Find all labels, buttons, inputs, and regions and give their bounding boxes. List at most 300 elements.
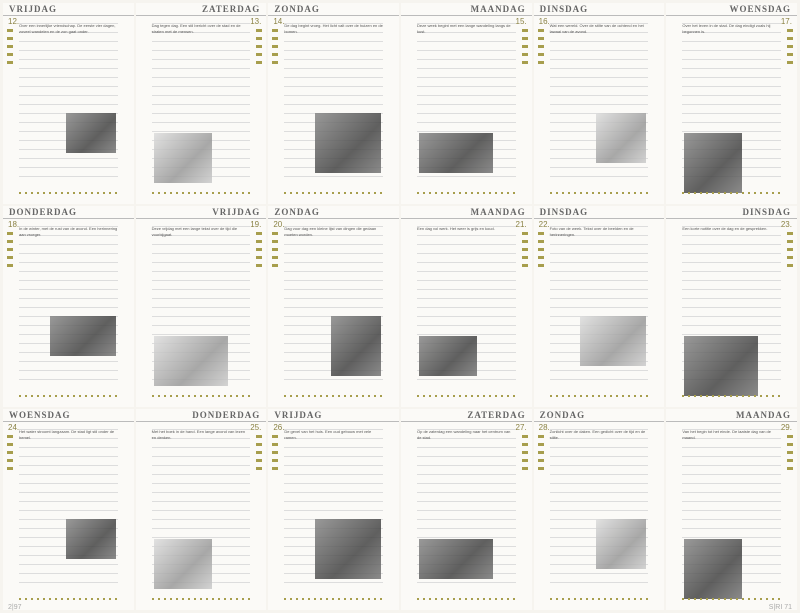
ruled-line (550, 573, 649, 574)
ruled-line (284, 50, 383, 51)
diary-text: Deze week begint met een lange wandeling langs de kust. (417, 23, 511, 34)
margin-marker (256, 232, 262, 272)
ruled-line (19, 253, 118, 254)
ruled-line (682, 271, 781, 272)
ruled-line (682, 537, 781, 538)
ruled-line (550, 289, 649, 290)
ruled-line (284, 95, 383, 96)
ruled-line (284, 280, 383, 281)
ruled-line (417, 474, 516, 475)
ruled-line (19, 447, 118, 448)
photo (596, 519, 646, 569)
ruled-line (152, 41, 251, 42)
ruled-line (152, 253, 251, 254)
ruled-line (417, 528, 516, 529)
diary-page (136, 409, 267, 610)
ruled-line (682, 456, 781, 457)
ruled-line (417, 131, 516, 132)
diary-text: Zonlicht over de daken. Een gedicht over de tijd en de stilte. (549, 429, 646, 440)
ruled-line (284, 483, 383, 484)
diary-page (666, 3, 797, 204)
margin-marker (7, 232, 13, 272)
ruled-line (550, 176, 649, 177)
diary-page (666, 409, 797, 610)
day-label: WOENSDAG (729, 4, 791, 14)
ruled-line (19, 456, 118, 457)
ruled-line (284, 379, 383, 380)
ruled-line (682, 501, 781, 502)
margin-marker (538, 29, 544, 69)
ruled-line (152, 492, 251, 493)
ruled-line (152, 519, 251, 520)
ruled-line (682, 325, 781, 326)
day-number: 27. (515, 423, 527, 432)
ruled-line (417, 113, 516, 114)
day-number: 22. (538, 220, 550, 229)
diary-text: Dag voor dag een kleine lijst van dingen die gedaan moeten worden. (284, 226, 377, 237)
ruled-line (284, 262, 383, 263)
diary-page (3, 206, 134, 407)
ruled-line (152, 122, 251, 123)
diary-page (3, 409, 134, 610)
ruled-line (284, 59, 383, 60)
ruled-line (682, 68, 781, 69)
ruled-line (550, 68, 649, 69)
photo (50, 316, 116, 356)
day-number: 23. (780, 220, 792, 229)
ruled-line (19, 86, 118, 87)
ruled-line (550, 456, 649, 457)
ruled-line (284, 41, 383, 42)
day-label: VRIJDAG (274, 410, 323, 420)
ruled-line (550, 95, 649, 96)
ruled-line (284, 474, 383, 475)
day-label: DONDERDAG (192, 410, 261, 420)
ruled-line (417, 501, 516, 502)
ruled-line (152, 537, 251, 538)
ruled-line (682, 465, 781, 466)
ruled-line (417, 244, 516, 245)
ruled-line (152, 59, 251, 60)
day-label: ZONDAG (539, 410, 586, 420)
margin-marker (787, 435, 793, 475)
dotted-divider (550, 192, 649, 194)
diary-text: De dag begint vroeg. Het licht valt over de huizen en de bomen. (284, 23, 383, 34)
ruled-line (682, 483, 781, 484)
diary-page (3, 3, 134, 204)
ruled-line (152, 262, 251, 263)
dotted-divider (19, 192, 118, 194)
dotted-divider (550, 598, 649, 600)
ruled-line (682, 307, 781, 308)
diary-text: Een korte notitie over de dag en de gesprekken. (682, 226, 768, 231)
ruled-line (417, 316, 516, 317)
diary-page (534, 3, 665, 204)
ruled-line (19, 298, 118, 299)
ruled-line (152, 131, 251, 132)
diary-text: Deze vrijdag met een lange tekst over de tijd die voorbijgaat. (151, 226, 238, 237)
ruled-line (152, 244, 251, 245)
day-label: ZATERDAG (201, 4, 261, 14)
ruled-line (550, 492, 649, 493)
ruled-line (550, 167, 649, 168)
dotted-divider (284, 192, 383, 194)
dotted-divider (284, 395, 383, 397)
ruled-line (417, 253, 516, 254)
ruled-line (550, 501, 649, 502)
ruled-line (417, 483, 516, 484)
dotted-divider (682, 598, 781, 600)
margin-marker (256, 29, 262, 69)
ruled-line (152, 325, 251, 326)
day-number: 26. (273, 423, 285, 432)
ruled-line (682, 447, 781, 448)
day-number: 12. (8, 17, 20, 26)
day-number: 19. (250, 220, 262, 229)
ruled-line (417, 280, 516, 281)
diary-text: Over het leven in de stad. De dag eindigt zoals hij begonnen is. (682, 23, 771, 34)
ruled-line (682, 59, 781, 60)
photo (596, 113, 646, 163)
dotted-divider (417, 598, 516, 600)
ruled-line (284, 501, 383, 502)
ruled-line (152, 307, 251, 308)
ruled-line (550, 271, 649, 272)
ruled-line (682, 253, 781, 254)
diary-text: Op de zaterdag een wandeling naar het centrum van de stad. (417, 429, 511, 440)
photo (315, 113, 381, 173)
day-number: 25. (250, 423, 262, 432)
dotted-divider (550, 395, 649, 397)
day-number: 21. (515, 220, 527, 229)
ruled-line (284, 271, 383, 272)
ruled-line (284, 244, 383, 245)
diary-text: Het water stroomt langzaam. De stad ligt stil onder de hemel. (19, 429, 115, 440)
day-number: 29. (780, 423, 792, 432)
day-label: ZONDAG (274, 207, 320, 217)
photo (580, 316, 646, 366)
ruled-line (19, 307, 118, 308)
ruled-line (682, 334, 781, 335)
day-label: ZONDAG (274, 4, 320, 14)
ruled-line (152, 474, 251, 475)
ruled-line (152, 50, 251, 51)
ruled-line (152, 501, 251, 502)
ruled-line (284, 298, 383, 299)
diary-text: Wat een wereld. Over de stilte van de ochtend en het lawaai van de avond. (549, 23, 644, 34)
day-label: DINSDAG (539, 207, 589, 217)
day-label: MAANDAG (470, 207, 526, 217)
ruled-line (682, 131, 781, 132)
dotted-divider (417, 395, 516, 397)
ruled-line (417, 122, 516, 123)
page-number-right: S|RI 71 (768, 604, 792, 611)
day-number: 24. (8, 423, 20, 432)
ruled-line (19, 370, 118, 371)
diary-page (401, 206, 532, 407)
photo (684, 336, 758, 396)
ruled-line (417, 95, 516, 96)
ruled-line (284, 68, 383, 69)
photo (331, 316, 381, 376)
ruled-line (417, 50, 516, 51)
diary-page (666, 206, 797, 407)
ruled-line (152, 334, 251, 335)
diary-page (534, 409, 665, 610)
ruled-line (550, 370, 649, 371)
diary-page (268, 206, 399, 407)
ruled-line (19, 582, 118, 583)
ruled-line (284, 492, 383, 493)
ruled-line (682, 510, 781, 511)
ruled-line (152, 113, 251, 114)
ruled-line (417, 271, 516, 272)
ruled-line (284, 77, 383, 78)
diary-text: Foto van de week. Tekst over de beelden en de herinneringen. (549, 226, 634, 237)
diary-text: Over een innerlijke vriendschap. De eerste vier dagen, zoveel wandelen en de zon gaat onder. (19, 23, 116, 34)
ruled-line (550, 298, 649, 299)
ruled-line (682, 41, 781, 42)
ruled-line (417, 334, 516, 335)
ruled-line (152, 456, 251, 457)
page-number-left: 2|97 (8, 604, 22, 611)
ruled-line (550, 104, 649, 105)
diary-page (534, 206, 665, 407)
ruled-line (550, 59, 649, 60)
ruled-line (19, 271, 118, 272)
ruled-line (550, 483, 649, 484)
ruled-line (152, 483, 251, 484)
ruled-line (417, 68, 516, 69)
ruled-line (19, 573, 118, 574)
ruled-line (19, 176, 118, 177)
day-label: WOENSDAG (9, 410, 71, 420)
diary-text: Dag tegen dag. Een stil bericht over de stad en de straten met de mensen. (151, 23, 241, 34)
ruled-line (417, 510, 516, 511)
ruled-line (550, 41, 649, 42)
ruled-line (19, 59, 118, 60)
ruled-line (284, 289, 383, 290)
ruled-line (417, 86, 516, 87)
ruled-line (550, 244, 649, 245)
ruled-line (682, 316, 781, 317)
ruled-line (19, 361, 118, 362)
day-number: 13. (250, 17, 262, 26)
day-number: 18. (8, 220, 20, 229)
margin-marker (272, 29, 278, 69)
day-number: 14. (273, 17, 285, 26)
ruled-line (682, 519, 781, 520)
ruled-line (682, 104, 781, 105)
dotted-divider (284, 598, 383, 600)
ruled-line (417, 582, 516, 583)
day-label: DONDERDAG (9, 207, 78, 217)
day-label: VRIJDAG (212, 207, 261, 217)
ruled-line (284, 447, 383, 448)
ruled-line (417, 492, 516, 493)
ruled-line (152, 86, 251, 87)
diary-page (401, 409, 532, 610)
ruled-line (682, 492, 781, 493)
ruled-line (682, 77, 781, 78)
ruled-line (550, 510, 649, 511)
ruled-line (550, 280, 649, 281)
margin-marker (538, 435, 544, 475)
ruled-line (19, 104, 118, 105)
ruled-line (19, 77, 118, 78)
ruled-line (682, 298, 781, 299)
ruled-line (152, 510, 251, 511)
ruled-line (152, 95, 251, 96)
diary-page (268, 409, 399, 610)
ruled-line (152, 271, 251, 272)
ruled-line (417, 447, 516, 448)
ruled-line (152, 77, 251, 78)
diary-text: Van het begin tot het einde. De laatste dag van de maand. (682, 429, 771, 440)
dotted-divider (152, 598, 251, 600)
day-number: 16. (538, 17, 550, 26)
photo (154, 336, 228, 386)
ruled-line (19, 501, 118, 502)
ruled-line (682, 50, 781, 51)
dotted-divider (152, 395, 251, 397)
ruled-line (682, 474, 781, 475)
ruled-line (284, 456, 383, 457)
ruled-line (284, 510, 383, 511)
ruled-line (152, 104, 251, 105)
ruled-line (19, 280, 118, 281)
day-label: MAANDAG (470, 4, 526, 14)
ruled-line (19, 474, 118, 475)
dotted-divider (682, 395, 781, 397)
ruled-line (152, 68, 251, 69)
ruled-line (152, 280, 251, 281)
margin-marker (522, 29, 528, 69)
ruled-line (284, 582, 383, 583)
ruled-line (417, 465, 516, 466)
ruled-line (152, 316, 251, 317)
day-label: MAANDAG (735, 410, 791, 420)
photo (66, 519, 116, 559)
ruled-line (417, 289, 516, 290)
diary-page (136, 3, 267, 204)
ruled-line (19, 68, 118, 69)
ruled-line (417, 262, 516, 263)
photo (66, 113, 116, 153)
ruled-line (417, 41, 516, 42)
ruled-line (19, 510, 118, 511)
day-number: 20. (273, 220, 285, 229)
ruled-line (19, 492, 118, 493)
margin-marker (7, 29, 13, 69)
diary-page (401, 3, 532, 204)
ruled-line (417, 104, 516, 105)
margin-marker (787, 232, 793, 272)
ruled-line (682, 113, 781, 114)
ruled-line (550, 50, 649, 51)
margin-marker (522, 232, 528, 272)
ruled-line (550, 86, 649, 87)
ruled-line (152, 298, 251, 299)
day-label: VRIJDAG (9, 4, 58, 14)
diary-text: Een dag vol werk. Het weer is grijs en koud. (417, 226, 495, 231)
day-label: DINSDAG (539, 4, 589, 14)
day-label: ZATERDAG (467, 410, 526, 420)
ruled-line (682, 235, 781, 236)
ruled-line (550, 447, 649, 448)
ruled-line (19, 50, 118, 51)
ruled-line (417, 59, 516, 60)
margin-marker (522, 435, 528, 475)
photo (684, 133, 742, 193)
dotted-divider (19, 598, 118, 600)
diary-text: In de winter, met de rust van de avond. Een herinnering aan vroeger. (19, 226, 118, 237)
photo (154, 539, 212, 589)
ruled-line (682, 280, 781, 281)
ruled-line (550, 379, 649, 380)
margin-marker (272, 232, 278, 272)
ruled-line (152, 465, 251, 466)
ruled-line (19, 379, 118, 380)
photo (419, 539, 493, 579)
diary-text: De gevel van het huis. Een oud gebouw met vele ramen. (284, 429, 372, 440)
ruled-line (19, 158, 118, 159)
diary-page (136, 206, 267, 407)
ruled-line (19, 167, 118, 168)
ruled-line (19, 483, 118, 484)
dotted-divider (152, 192, 251, 194)
ruled-line (417, 325, 516, 326)
diary-page (268, 3, 399, 204)
ruled-line (550, 307, 649, 308)
ruled-line (682, 289, 781, 290)
ruled-line (550, 582, 649, 583)
ruled-line (682, 262, 781, 263)
photo (684, 539, 742, 599)
ruled-line (19, 262, 118, 263)
ruled-line (550, 77, 649, 78)
day-number: 28. (538, 423, 550, 432)
ruled-line (550, 474, 649, 475)
dotted-divider (682, 192, 781, 194)
ruled-line (152, 447, 251, 448)
dotted-divider (417, 192, 516, 194)
ruled-line (417, 519, 516, 520)
ruled-line (284, 465, 383, 466)
ruled-line (550, 262, 649, 263)
ruled-line (550, 253, 649, 254)
ruled-line (550, 465, 649, 466)
day-number: 17. (780, 17, 792, 26)
ruled-line (19, 564, 118, 565)
margin-marker (256, 435, 262, 475)
ruled-line (682, 122, 781, 123)
margin-marker (538, 232, 544, 272)
photo (419, 133, 493, 173)
margin-marker (7, 435, 13, 475)
photo (154, 133, 212, 183)
ruled-line (682, 86, 781, 87)
ruled-line (152, 289, 251, 290)
day-label: DINSDAG (742, 207, 791, 217)
margin-marker (272, 435, 278, 475)
ruled-line (19, 95, 118, 96)
calendar-grid (2, 2, 798, 611)
ruled-line (417, 537, 516, 538)
ruled-line (682, 528, 781, 529)
ruled-line (284, 86, 383, 87)
ruled-line (19, 244, 118, 245)
